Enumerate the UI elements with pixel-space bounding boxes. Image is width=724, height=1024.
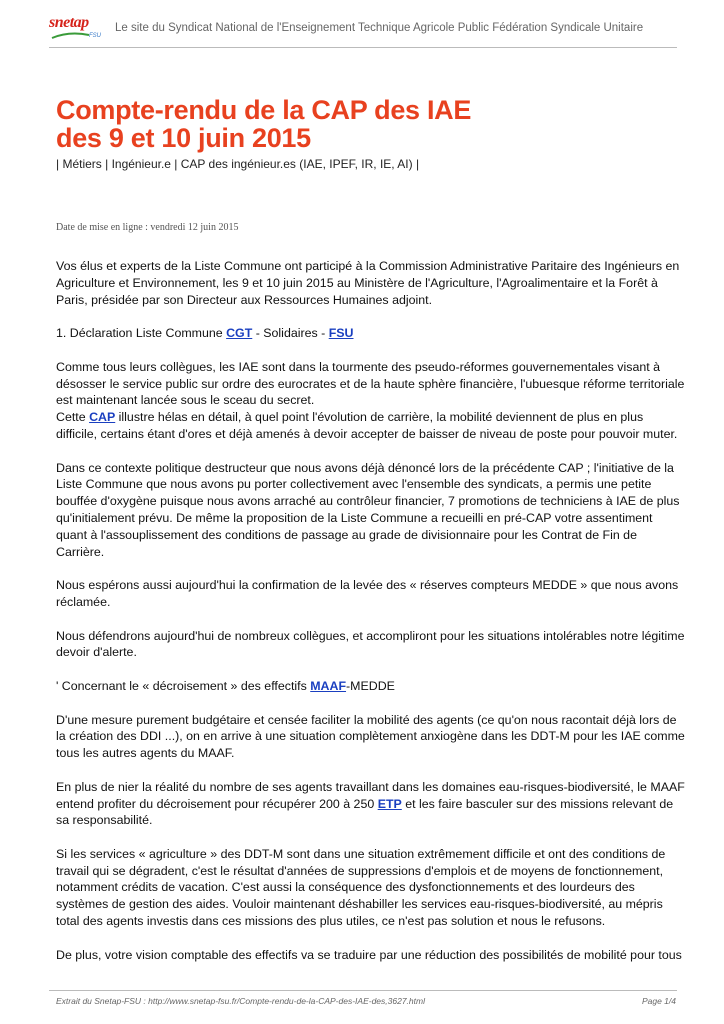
title-line-2: des 9 et 10 juin 2015 [56,123,311,153]
cap-rest: illustre hélas en détail, à quel point l'évolution de carrière, la mobilité deviennent de plus en plus difficile, certains étant d'ores et déjà amenés à devoir accepter de baisser de niveau de poste pour pouvoir muter. [56,410,678,441]
paragraph-cap-career [56,409,686,443]
footer-source: Extrait du Snetap-FSU : http://www.snetap-fsu.fr/Compte-rendu-de-la-CAP-des-IAE-des,3627.html [56,996,425,1006]
paragraph-group-context [56,359,686,443]
page-header [49,12,677,44]
link-cap[interactable]: CAP [89,410,116,425]
link-fsu[interactable]: FSU [328,326,354,341]
paragraph-agriculture-services: Si les services « agriculture » des DDT-M sont dans une situation extrêmement difficile et ont des conditions de travail qui se dégradent, c'est le résultat d'années de suppressions d'emplois et de moyens de fonctionnement, notamment crédits de vacation. C'est aussi la conséquence des dysfonctionnements et des lourdeurs des systèmes de gestion des aides. Vouloir maintenant déshabiller les services eau-risques-biodiversité, au mépris total des agents investis dans ces missions des plus utiles, ce n'est pas solution et nous le refusons. [56,846,666,929]
paragraph-declaration-heading [56,325,686,342]
etp-rest: et les faire basculer sur des missions relevant de sa responsabilité. [56,796,674,828]
paragraph-reforms: Comme tous leurs collègues, les IAE sont dans la tourmente des pseudo-réformes gouvernementales visant à désosser le service public sur ordre des eurocrates et de la haute sphère financière, l'ubuesque réforme territoriale est maintenant lancée sous le sceau du secret. [56,359,685,408]
declaration-prefix: 1. Déclaration Liste Commune [56,326,227,341]
paragraph-decroisement-heading [56,678,686,695]
footer-divider [49,990,677,991]
paragraph-defense: Nous défendrons aujourd'hui de nombreux collègues, et accompliront pour les situations intolérables notre légitime devoir d'alerte. [56,628,685,660]
logo-subtitle: FSU [89,33,101,39]
publication-date: Date de mise en ligne : vendredi 12 juin 2015 [56,222,239,233]
decroisement-rest: -MEDDE [346,678,395,693]
link-maaf[interactable]: MAAF [310,678,347,693]
decroisement-prefix: ' Concernant le « décroisement » des effectifs [56,678,311,693]
cap-prefix: Cette [56,410,90,425]
article-body [56,258,686,980]
link-etp[interactable]: ETP [377,796,402,811]
declaration-mid: - Solidaires - [252,326,329,341]
rubric-breadcrumb[interactable]: | Métiers | Ingénieur.e | CAP des ingénieur.es (IAE, IPEF, IR, IE, AI) | [56,157,420,171]
paragraph-vision-comptable: De plus, votre vision comptable des effectifs va se traduire par une réduction des possibilités de mobilité pour tous [56,947,682,962]
paragraph-intro: Vos élus et experts de la Liste Commune ont participé à la Commission Administrative Paritaire des Ingénieurs en Agriculture et Environnement, les 9 et 10 juin 2015 au Ministère de l'Agriculture, l'Agroalimentaire et la Forêt à Paris, présidée par son Directeur aux Ressources Humaines adjoint. [56,259,680,307]
paragraph-reserves: Nous espérons aussi aujourd'hui la confirmation de la levée des « réserves compteurs MEDDE » que nous avons réclamée. [56,578,679,609]
etp-prefix: En plus de nier la réalité du nombre de ses agents travaillant dans les domaines eau-risques-biodiversité, le MAAF entend profiter du décroisement pour récupérer 200 à 250 [56,779,685,811]
logo-wordmark: snetap [49,14,89,31]
logo-swoosh-icon [51,32,91,40]
footer-page-number: Page 1/4 [641,996,676,1006]
title-line-1: Compte-rendu de la CAP des IAE [56,95,472,125]
article-title [56,96,676,152]
link-cgt[interactable]: CGT [226,326,253,341]
site-tagline: Le site du Syndicat National de l'Enseignement Technique Agricole Public Fédération Syndicale Unitaire [115,22,644,34]
paragraph-etp [56,779,686,829]
paragraph-liste-commune: Dans ce contexte politique destructeur que nous avons déjà dénoncé lors de la précédente CAP ; l'initiative de la Liste Commune que nous avons pu porter collectivement avec l'ensemble des syndicats, a permis une petite bouffée d'oxygène puisque nous avons arraché au contrôleur financier, 7 promotions de techniciens à IAE de plus qu'initialement prévu. De même la proposition de la Liste Commune a recueilli en pré-CAP votre assentiment quant à l'assouplissement des conditions de passage au grade de divisionnaire pour les Contrat de Fin de Carrière. [56,460,680,559]
snetap-logo[interactable] [49,12,105,42]
header-divider [49,47,677,48]
paragraph-budget-measure: D'une mesure purement budgétaire et censée faciliter la mobilité des agents (ce qu'on nous racontait déjà lors de la création des DDI ...), on en arrive à une situation complètement anxiogène dans les DDT-M pour les IAE comme tous les autres agents du MAAF. [56,712,685,761]
